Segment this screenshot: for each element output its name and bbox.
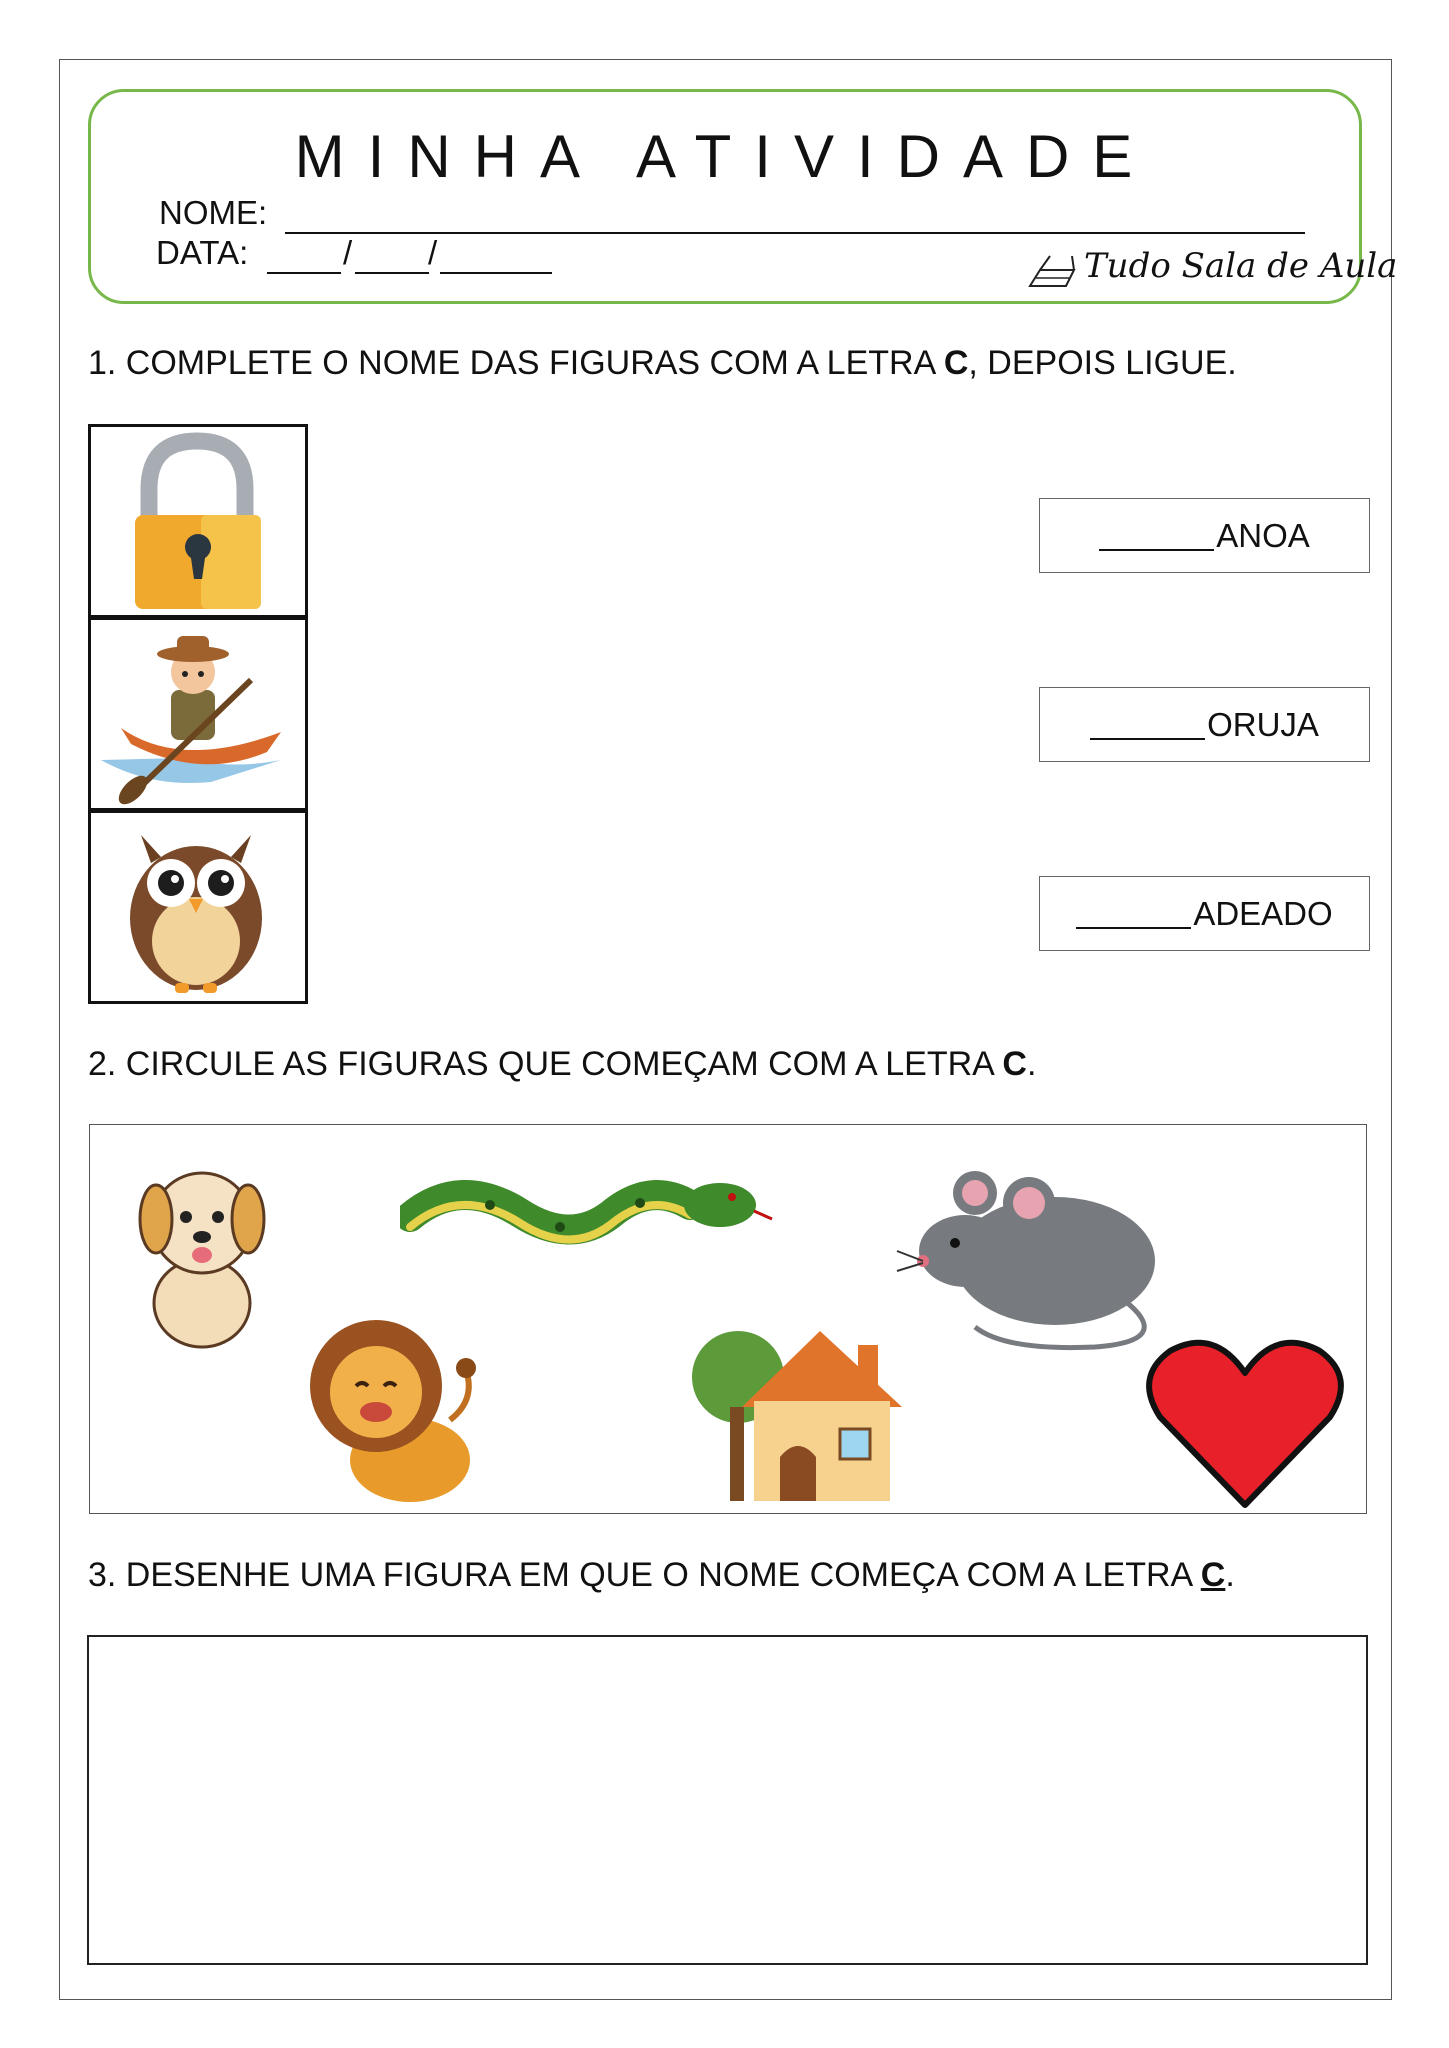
house-icon[interactable] [690, 1317, 930, 1507]
drawing-area[interactable] [87, 1635, 1368, 1965]
figures-box [89, 1124, 1367, 1514]
letter-blank[interactable] [1099, 521, 1214, 551]
word-box[interactable] [1039, 498, 1370, 573]
picture-box [88, 424, 308, 618]
header-box [88, 89, 1398, 304]
name-label: NOME: [159, 194, 268, 231]
desk-icon [1026, 252, 1080, 292]
word-box[interactable] [1039, 876, 1370, 951]
date-day-field[interactable] [267, 272, 341, 274]
owl-icon [91, 813, 304, 1000]
snake-icon[interactable] [400, 1165, 780, 1295]
picture-box [88, 617, 308, 811]
date-year-field[interactable] [440, 272, 552, 274]
word-ending: ORUJA [1207, 705, 1319, 743]
mouse-icon[interactable] [895, 1151, 1185, 1361]
question-3: 3. DESENHE UMA FIGURA EM QUE O NOME COMEÇA COM A LETRA C. [88, 1556, 1235, 1594]
logo-text: Tudo Sala de Aula [1084, 246, 1398, 286]
date-label: DATA: [156, 234, 249, 271]
date-separator: / [343, 234, 353, 271]
word-ending: ANOA [1216, 516, 1310, 554]
logo [1026, 244, 1398, 294]
heart-icon[interactable] [1140, 1337, 1350, 1517]
name-field[interactable] [285, 232, 1305, 234]
picture-box [88, 810, 308, 1004]
word-box[interactable] [1039, 687, 1370, 762]
page-title: MINHA ATIVIDADE [294, 123, 1156, 190]
word-ending: ADEADO [1193, 894, 1333, 932]
date-separator: / [428, 234, 438, 271]
canoe-boy-icon [91, 620, 304, 807]
question-2: 2. CIRCULE AS FIGURAS QUE COMEÇAM COM A LETRA C. [88, 1045, 1037, 1083]
letter-blank[interactable] [1076, 899, 1191, 929]
question-1: 1. COMPLETE O NOME DAS FIGURAS COM A LETRA C, DEPOIS LIGUE. [88, 344, 1237, 382]
date-month-field[interactable] [355, 272, 429, 274]
lion-icon[interactable] [300, 1310, 490, 1510]
letter-blank[interactable] [1090, 710, 1205, 740]
padlock-icon [91, 427, 304, 614]
dog-icon[interactable] [122, 1153, 272, 1353]
